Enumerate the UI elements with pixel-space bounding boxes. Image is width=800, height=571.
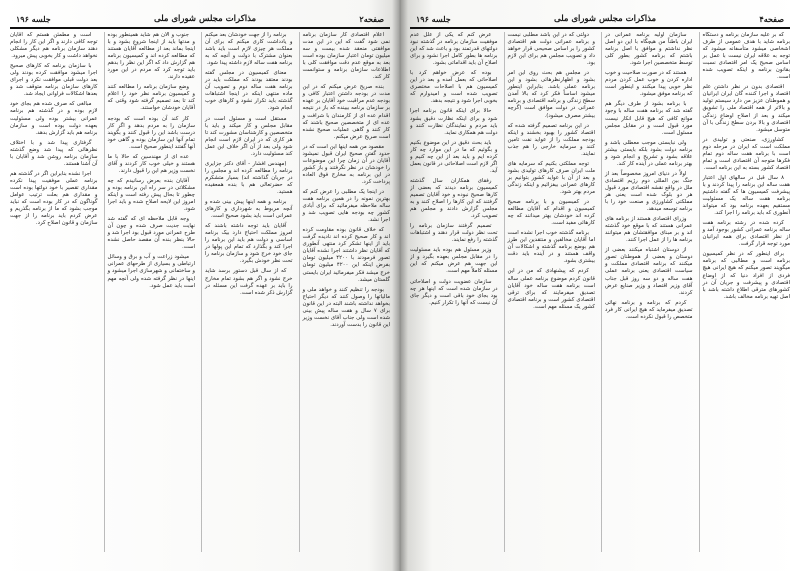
paragraph: با سازمان برنامه که کارهای صحیح اجرا میشود موافقت کرده بودند ولی بعد دولت قبلی موافقت نکرد و اجرای کارهای سازمان برنامه متوقف شد و بعدها اشکالات فراوانی ایجاد شد. bbox=[10, 63, 98, 98]
right-page-header bbox=[410, 4, 790, 26]
paragraph: بوده که عرض خواهم کرد با اصلاحاتی که بعمل آمده و بعد در این کمیسیون هم با اصلاحات مختصری تصویب شده است و امیدوارم که بخوبی اجرا شود و نتیجه بدهد. bbox=[410, 70, 498, 105]
paragraph: کار کند آن بوده است که بودجه سازمان را به مردم بدهد و اگر کار درست باشد این را قبول کنند و بگویند تمام آنها این سازمان بوده و گاهی خود آنها گفتند اینطور صحیح است. bbox=[107, 115, 195, 150]
paragraph: رفقای همکاران سال گذشته کمیسیون برنامه دیدند که بعضی از کارها صحیح نبوده و خود آقایان تصمیم گرفتند که این کارها را اصلاح کنند و به مجلس گزارش دادند و مجلس هم تصویب کرد. bbox=[410, 177, 498, 220]
paragraph: وزیر مسئول هم بوده باید مسئولیت را در مقابل مجلس بعهده بگیرد و از این جهت هم عرض میکنم که این مسئله کاملاً مهم است. bbox=[410, 247, 498, 275]
paragraph: مبالغی که صرف شده هم بجای خود لازم بوده و در گذشته هم برنامه عمرانی بیشتر بوده ولی مسئولیت بعهده دولت بوده است و سازمان برنامه هم باید گزارش بدهد. bbox=[10, 101, 98, 136]
text-column bbox=[201, 32, 293, 552]
header-rule bbox=[410, 27, 790, 29]
paragraph: توجه مملکتی بکنیم که سرمایه های ملت ایران صرف کارهای تولیدی بشود و بعد از آن با عواید کشور بتوانیم بر کارهای عمرانی بیفزائیم و اینکه زندگی مردم بهتر شود. bbox=[507, 160, 595, 195]
paragraph: بنده صریح عرض میکنم که در این مدت در بودجه داشتن اعتبار کافی و بودجه عدم مراقبت خود آقایان بر عهده بر سازمان برنامه بیینده که باز در نتیجه اقدام عده ای از کارمندان با شرافت و عده ای از متخصصین صحیح باشند که کار کنند و گاهی عملیات صحیح نشده است صریح عرض میکنم. bbox=[302, 84, 390, 140]
right-page-running-title: مذاکرات مجلس شورای ملی bbox=[553, 14, 657, 24]
text-column bbox=[601, 32, 693, 552]
paragraph: کردم که برنامه و برنامه نهائی تصدیق میفرماید که هیچ ایرانی کار فرد متخصص را قبول نکرده است. bbox=[605, 299, 693, 320]
paragraph: ۸ سال قبل در سالهای اول اعتبار هفت ساله این برنامه را پیدا کردند و با پیشرفت کمیسیون ها که گفته داشتیم برنامه هفت ساله یک مسئولیت مستقیم بعهده برنامه بود که میتواند آنطوری که باید برنامه را اجرا کند. bbox=[702, 174, 790, 217]
paragraph: سازمان عضویت دولت و اصلاحاتی در سازمان شده است که اینها هر چه بود بجای خود باقی است و دیگر جای آن نیست که آنها را تکرار کنیم. bbox=[410, 278, 498, 306]
paragraph: آقایان بنده بعرض رسانیدم که چه مشکلاتی در سر راه این برنامه بوده و چطور تا بحال پیش رفته است و اینکه امروز این لایحه اصلاح شده و باید اجرا شود. bbox=[107, 177, 195, 213]
paragraph: وضع سازمان برنامه را مطالعه کنند و کمیسیون برنامه نظر خود را اعلام کند تا بعد تصمیم گرفته شود وقتی که آقایان خودشان خواستند. bbox=[107, 84, 195, 112]
paragraph: باید بحث دقیق در این موضوع بکنیم و بگوئیم که ما در این موارد چه کار کرده ایم و باید بعد از این چه کنیم و اگر لازم است اصلاحاتی در قانون بعمل آید. bbox=[410, 139, 498, 174]
book-gutter bbox=[392, 0, 408, 571]
right-page-session-number: جلسه ۱۹۶ bbox=[416, 14, 451, 24]
paragraph: (مهندس افشار - آقای دکتر جزایری برنامه را مطالعه کرده اند و مجلس را در جریان گذاشته اند) بسیار متشکرم که حضرتعالی هم با بنده همعقیده هستید. bbox=[205, 160, 293, 195]
paragraph: معنای کمیسیون در مجلس گفته بودند معتقد بودند که مملکت باید در برنامه هفت ساله دوم و تصویب آن ماده منتهی اینکه در اینجا اشتباهات گذشته باید تکرار نشود و کارهای خوب انجام شود. bbox=[205, 70, 293, 112]
paragraph: وجه قابل ملاحظه ای که گفته شد نهایت جدیت صرف شده و چون آن طرح عمرانی مورد قبول بود اجرا شد و حالا بنظر بنده آن مقصد حاصل نشده است. bbox=[107, 216, 195, 251]
text-column bbox=[299, 32, 391, 552]
left-page-running-title: مذاکرات مجلس شورای ملی bbox=[153, 14, 257, 24]
left-page-header bbox=[10, 4, 390, 26]
paragraph: برنامه و همه اینها پیش بینی شده و آنچه مربوط به شهرداری و کارهای عمرانی است باید بشود صحیح است. bbox=[205, 199, 293, 220]
paragraph: آقایان باید توجه داشته باشند که امروز مملکت احتیاج دارد بیک برنامه اساسی و دولت هم باید این برنامه را اجرا کند و بگذارد که تمام این پولها در جای خود خرج شود و سازمان برنامه را تحت نظر خودش بگیرد. bbox=[205, 223, 293, 265]
paragraph: گرفتاری پیدا شد و با اختلاف نظرهائی که پیدا شد وضع گذشته سازمان برنامه روشن شد و آقایان با آن آشنا هستند. bbox=[10, 139, 98, 167]
paragraph: جنوب و الآن هم شاید همینطور بوده و مدتها باید از اینجا شروع بشود و با اینجا بماند بعد از مطالعه آقایان هستند که مطالعه کرده اند و کمیسیون برنامه هم گزارش داد که اگر این نظر را بدهم باید توجه کرد که مردم در این مورد عقیده دارند. bbox=[107, 32, 195, 81]
paragraph: میشود زراعت و آب و برق و وسائل ارتباطی و بسیاری از طرحهای عمرانی و ساختمانی و شهرسازی اجرا میشود و اینها در نظر گرفته شده ولی آنچه مهم است باید عمل شود. bbox=[107, 254, 195, 289]
paragraph: هستند که در صورت صلاحیت و خوب اداره کردن و خوب عمل کردن مردم نظر خوبی پیدا میکنند و اینطور است که برنامه موفق میشود. bbox=[605, 70, 693, 98]
right-page-columns bbox=[410, 32, 790, 552]
paragraph: برنامه گذشته خوب اجرا نشده است اما آقایان مخالفین و منتقدین این طرز هم بوضع برنامه گذشته و اشکالات آن واقف هستند و در آینده باید دقت بیشتری بشود. bbox=[507, 230, 595, 265]
paragraph: که خلاف قانون بوده مقاومت کرده اند و کار صحیح کرده اند نادیده گرفت باید از اینها تشکر کرد منتهی آنطوری که آقایان نظر داشتند اجرا نشده آقایان تصور فرمودند با ۴۲۰۰ میلیون تومان بفرض اینکه این ۴۲۰۰ میلیون تومان خرج میشد فکر میفرمائید ایران بایستی گلستان میشد. bbox=[302, 227, 390, 283]
paragraph: تصمیم گرفتند سازمان برنامه را تحت نظر دولت قرار دهند و اشتباهات گذشته را رفع نمایند. bbox=[410, 223, 498, 244]
paragraph: ولی نبایستی موجب معطلی باشد و برنامه دولت بشود بلکه بایستی بیشتر علاقه بشود و تشریح و انجام شود و بهتر برنامه عملی در آینده کار کند. bbox=[605, 139, 693, 167]
paragraph: برای اینطور که در نظر کمیسیون برنامه است و مطالبی که برنامه میگویند تصور میکنم که هیچ ایرانی هیچ فردی از افراد دنیا که از اوضاع اقتصادی و پیشرفت و جریان آن در کشورهای مترقی اطلاع داشته باشد با اصل تهیه برنامه مخالف باشد. bbox=[702, 251, 790, 300]
paragraph: در کمیسیون و با برنامه صحیح کمیسیون و اقدام که آقایان مطالعه کرده اند خودشان بهتر میدانند که چه کارهائی مفید است. bbox=[507, 199, 595, 227]
paragraph: در مجلس هم بحث روی این امر بشود و اظهارنظرهائی بشود و این برنامه عملی باشد. بنابراین اینطور میشود اساساً فکر کرد که بالا آمدن سطح زندگی و برنامه اقتصادی و برنامه عمرانی در دولت موافق است (گرچه بیشتر مصرف میشود). bbox=[507, 70, 595, 119]
paragraph: اعلام اقتصادی کار سازمان برنامه نمی شود گفت که این در این مدت موافقتی منعقد شده بیست و سه میلیون تومان اعتبار سازمان بوده است بعد به موقع عدم دقت موافقت کلی با اطلاعات سازمان برنامه و ستوانست کار کند. bbox=[302, 32, 390, 81]
paragraph: است و مطمئن هستم که آقایان توجه کافی دارند و اگر این کار را انجام دهند سازمان برنامه هم دیگر مشکلی نخواهد داشت و کار بخوبی پیش میرود. bbox=[10, 32, 98, 60]
right-page bbox=[400, 0, 800, 571]
left-page-columns bbox=[10, 32, 390, 552]
paragraph: دولتی که در این باشد مطلبی نیست و برنامه عمرانی دولت هم اقتصادی کشور را بر اساس صحیحی قرار خواهد داد و تصویب مجلس هم برای این لازم بود. bbox=[507, 32, 595, 67]
paragraph: کردم که پیشنهادی که من در این قانون کردم موضوع برنامه عملی ساله است برنامه هفت ساله خود آقایان تصدیق میفرمایند که برای ترقی اقتصادی کشور است و برنامه اقتصادی کشور یک مسئله مهم است. bbox=[507, 268, 595, 310]
text-column bbox=[410, 32, 498, 552]
paragraph: وزرای اقتصادی هستند از برنامه های عمرانی هستند که با موقع خود گذشته اند و بر مبنای موافقتشان هم میتوانند برنامه ها را از عمل اجرا کنند. bbox=[605, 216, 693, 244]
paragraph: عرض کنم که یکی از علل عدم موفقیت سازمان برنامه در گذشته نبود دولتهای قدرتمند بود و باعث شد که این برنامه ها بطور کامل اجرا نشود و برای اصلاح آن باید اقداماتی بشود. bbox=[410, 32, 498, 67]
text-column bbox=[699, 32, 791, 552]
paragraph: با برنامه بشود از طرف دیگر هم گفته شد که برنامه هفت ساله با وجود موانع کافی که هیچ قابل انکار نیست مورد قبول است و در مقابل مجلس مسئول است. bbox=[605, 101, 693, 136]
paragraph: اجرا نشده بنابراین اگر در گذشته هم برنامه عملی موفقیت پیدا نکرده مقداری تقصیر با خود دولتها بوده است و مقداری هم بعلت ترتیب عوامل گوناگون که در کار بوده است که نباید موجب بشود که ما از برنامه بگذریم و عرض کردم باید برنامه را از جهت سازمان و قانون اصلاح کرد. bbox=[10, 170, 98, 227]
header-rule bbox=[10, 27, 390, 29]
right-page-number: صفحه۴ bbox=[759, 14, 784, 24]
left-page-number: صفحه۲ bbox=[359, 14, 384, 24]
paragraph: مقصود من همه اینها این است که در حدود گفتن صحیح ایران قبول نمیشود آقایان در آن زمان چرا این موضوعات را خودشان در نظر نگرفتند و باز کشور در این برنامه به مخارج فوق العاده پرداخت کرد. bbox=[302, 143, 390, 185]
paragraph: حالا برای اینکه قانون برنامه اجرا شود و برای اینکه نظارت دقیق بشود باید مردم و نمایندگان نظارت کنند و دولت هم همکاری نماید. bbox=[410, 108, 498, 136]
left-page-session-number: جلسه ۱۹۶ bbox=[16, 14, 51, 24]
text-column bbox=[10, 32, 98, 552]
paragraph: برنامه را از جهت خودشان بعد میکنم و یادداشت کاری میکنم که برای آن مملکت هر چیزی لازم است باید باشد بعنوان مشترک با دولت و آنچه که به برنامه هفت ساله لازم داشته پیدا شود. bbox=[205, 32, 293, 67]
paragraph: مستقل است و مسئول است در مقابل مجلس و کار میکند و باید با متخصصین و کارشناسان مشورت کند تا هر کاری که در ایران لازم است انجام شود ولی بعد از آن اگر خلاف این عمل کند مسئولیت دارد. bbox=[205, 115, 293, 157]
paragraph: که از سال قبل دستور برسد شاید خرج نشود و اگر هم بشود تمام مخارج را باید بر عهده گرفت این مسئله در گزارش ذکر شده است. bbox=[205, 268, 293, 296]
paragraph: اولاً در دنیای امروز مخصوصاً بعد از جنگ بین المللی دوم رژیم اقتصادی ملل در واقع نقشه اقتصادی مورد قبول هر دو بلوک شده است یعنی هر مملکتی کشاورزی و صنعت خود را با برنامه توسعه میدهد. bbox=[605, 170, 693, 213]
text-column bbox=[504, 32, 596, 552]
paragraph: اقتصادی بدون در نظر داشتن علم اقتصاد و اجرا کننده گان ایران ایرانیان و هموطنان عزیز من دارد سیستم تولید و بالاتر از همه اقتصاد ملی را تشویق میکند و بعد از اصلاح اوضاع زندگی اقتصادی و بالا بردن سطح زندگی با آن متوسل میشود. bbox=[702, 84, 790, 133]
paragraph: عده ای از مهندسین که حالا با ما هستند و خیلی خوب کار کردند و آقای نخست وزیر هم این را قبول دارند. bbox=[107, 153, 195, 174]
text-column bbox=[104, 32, 196, 552]
paragraph: در اینجا یک مطلبی را عرض کنم که بهترین نمونه را در همین برنامه هفت ساله ملاحظه میفرمائید که برای آبادی کشور چه بودجه هایی تصویب شد و اجرا نشد. bbox=[302, 188, 390, 224]
paragraph: از دوستان اشتباه میکنند بعضی از دوستان و بعضی از هموطنان تصور میکنند که برنامه اقتصادی مملکت و سیاست اقتصادی یعنی برنامه عملی هفت ساله و دو سه روز قبل جناب آقای وزیر اقتصاد و وزیر صنایع عرض کردند. bbox=[605, 247, 693, 296]
paragraph: کشاورزی، صنعتی و تولیدی در مملکت است که ایران در مرحله دوم است با برنامه هفت ساله دوم تمام فکرها متوجه آن اقتصادی است و تمام اقتصاد کشور بسته به این برنامه است. bbox=[702, 136, 790, 171]
paragraph: سازمان اولیه برنامه عمرانی در ایران باطناً من هیچگاه با این دو اصل نظر نداشتم و موافق با اصل برنامه باشتم که برنامه کشور بطور کلی توسط متخصصین اجرا شود. bbox=[605, 32, 693, 67]
paragraph: بودجه را تنظیم کنند و خواهد ملی و مالیاتها را وصول کنند که دیگر احتیاج بخواهد نداشته باشند البته در این قانون برای ۷ سال و هفت ساله پیش بینی شده است ولی جناب آقای نخست وزیر این قانون را بدست آوردند. bbox=[302, 286, 390, 328]
paragraph: که بر علیه سازمان برنامه و دستگاه برنامه شاید با هدف عمومی از طرف اشخاصی میشود متأسفانه میشود که توجه به علاقه ایران نیست با عمل بر اساس صحیح یک امر اقتصادی نسبت بقانون برنامه و اینکه تصویب شده است. bbox=[702, 32, 790, 81]
paragraph: در این برنامه تصمیم گرفته شده که اقتصاد کشور را بهبود بخشند و اینکه بودجه مملکت را از عواید نفت تامین کنند و سرمایه خارجی را هم جذب نمایند. bbox=[507, 122, 595, 157]
paragraph: کرده شده در رشته برنامه هفت ساله برنامه عمرانی کشور بوجود آمد و از نظر اقتصادی برای همه ایرانیان مورد توجه قرار گرفت. bbox=[702, 220, 790, 248]
